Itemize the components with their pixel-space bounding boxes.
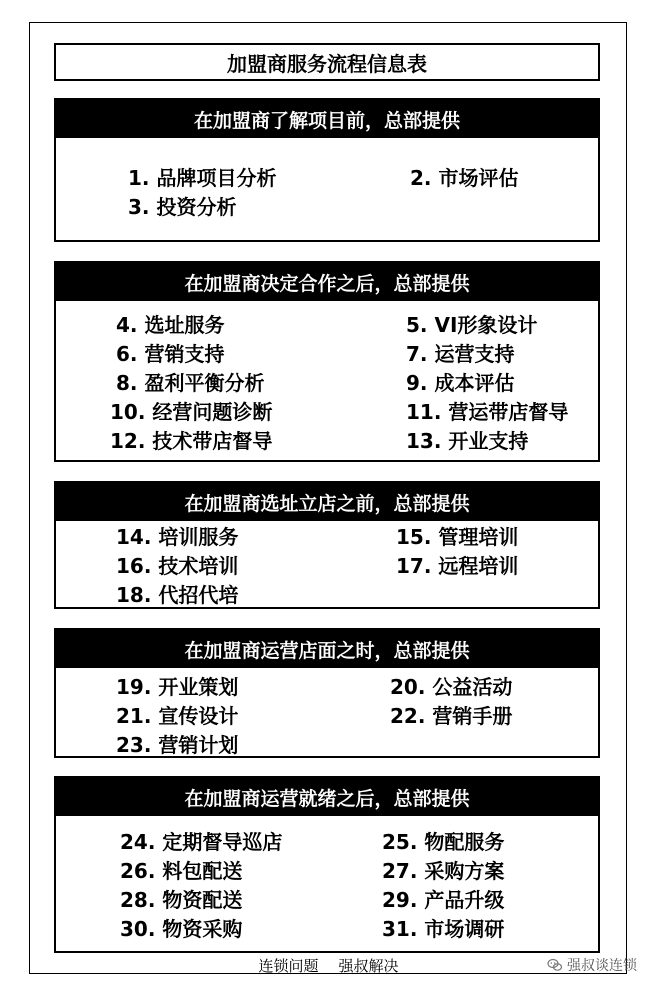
list-item: 26. 料包配送 [120,859,243,883]
section-4 [54,628,600,758]
watermark [547,955,637,975]
section-5 [54,776,600,953]
list-item: 3. 投资分析 [128,195,237,219]
list-item: 18. 代招代培 [116,583,239,607]
list-item: 21. 宣传设计 [116,704,239,728]
list-item: 28. 物资配送 [120,888,243,912]
list-item: 11. 营运带店督导 [406,400,569,424]
list-item: 2. 市场评估 [410,166,519,190]
list-item: 7. 运营支持 [406,342,515,366]
list-item: 6. 营销支持 [116,342,225,366]
section-header: 在加盟商了解项目前，总部提供 [56,100,598,138]
list-item: 8. 盈利平衡分析 [116,371,265,395]
list-item: 27. 采购方案 [382,859,505,883]
list-item: 12. 技术带店督导 [110,429,273,453]
section-header: 在加盟商运营店面之时，总部提供 [56,630,598,668]
list-item: 10. 经营问题诊断 [110,400,273,424]
list-item: 15. 管理培训 [396,525,519,549]
list-item: 17. 远程培训 [396,554,519,578]
list-item: 25. 物配服务 [382,830,505,854]
list-item: 9. 成本评估 [406,371,515,395]
section-3 [54,481,600,609]
list-item: 29. 产品升级 [382,888,505,912]
list-item: 1. 品牌项目分析 [128,166,277,190]
list-item: 20. 公益活动 [390,675,513,699]
wechat-icon [547,957,563,973]
list-item: 23. 营销计划 [116,733,239,757]
list-item: 16. 技术培训 [116,554,239,578]
list-item: 22. 营销手册 [390,704,513,728]
list-item: 5. VI形象设计 [406,313,538,337]
list-item: 30. 物资采购 [120,917,243,941]
list-item: 31. 市场调研 [382,917,505,941]
list-item: 19. 开业策划 [116,675,239,699]
watermark-text: 强叔谈连锁 [567,958,637,974]
list-item: 24. 定期督导巡店 [120,830,283,854]
section-header: 在加盟商决定合作之后，总部提供 [56,263,598,301]
list-item: 4. 选址服务 [116,313,225,337]
footer-right-text: 强叔解决 [338,957,399,975]
section-2 [54,261,600,462]
page-title: 加盟商服务流程信息表 [54,43,600,81]
section-1 [54,98,600,242]
list-item: 14. 培训服务 [116,525,239,549]
footer-left-text: 连锁问题 [258,957,319,975]
section-header: 在加盟商运营就绪之后，总部提供 [56,778,598,816]
list-item: 13. 开业支持 [406,429,529,453]
section-header: 在加盟商选址立店之前，总部提供 [56,483,598,521]
